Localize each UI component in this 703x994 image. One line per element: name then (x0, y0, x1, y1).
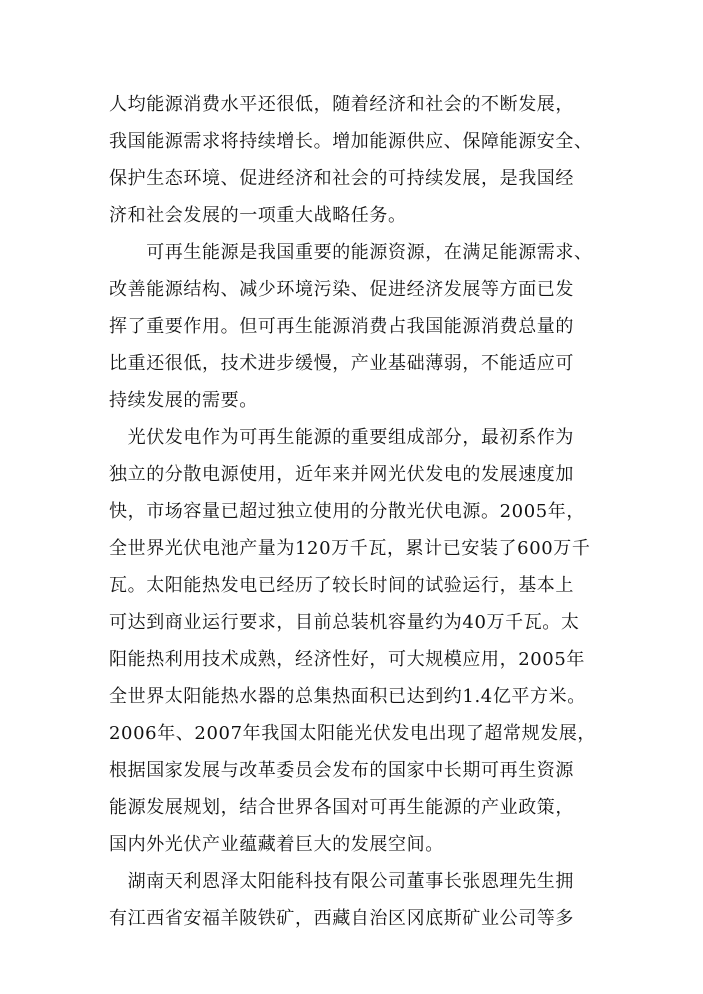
text-line: 挥了重要作用。但可再生能源消费占我国能源消费总量的 (109, 316, 574, 337)
text-line: 改善能源结构、减少环境污染、促进经济发展等方面已发 (109, 279, 574, 300)
text-line: 有江西省安福羊陂铁矿，西藏自治区冈底斯矿业公司等多 (109, 908, 574, 929)
text-line: 国内外光伏产业蕴藏着巨大的发展空间。 (109, 834, 444, 855)
text-line: 光伏发电作为可再生能源的重要组成部分，最初系作为 (109, 427, 574, 448)
text-line: 瓦。太阳能热发电已经历了较长时间的试验运行，基本上 (109, 575, 574, 596)
text-line: 独立的分散电源使用，近年来并网光伏发电的发展速度加 (109, 464, 574, 485)
text-line: 阳能热利用技术成熟，经济性好，可大规模应用，2005年 (109, 649, 586, 670)
text-line: 保护生态环境、促进经济和社会的可持续发展，是我国经 (109, 168, 574, 189)
text-line: 可再生能源是我国重要的能源资源，在满足能源需求、 (109, 242, 593, 263)
text-line: 根据国家发展与改革委员会发布的国家中长期可再生资源 (109, 760, 574, 781)
text-line: 能源发展规划，结合世界各国对可再生能源的产业政策， (109, 797, 574, 818)
text-line: 可达到商业运行要求，目前总装机容量约为40万千瓦。太 (109, 612, 580, 633)
text-line: 持续发展的需要。 (109, 390, 258, 411)
text-line: 人均能源消费水平还很低，随着经济和社会的不断发展， (109, 94, 574, 115)
text-line: 我国能源需求将持续增长。增加能源供应、保障能源安全、 (109, 131, 593, 152)
text-line: 比重还很低，技术进步缓慢，产业基础薄弱，不能适应可 (109, 353, 574, 374)
text-line: 全世界光伏电池产量为120万千瓦，累计已安装了600万千 (109, 538, 591, 559)
text-line: 湖南天利恩泽太阳能科技有限公司董事长张恩理先生拥 (109, 871, 574, 892)
text-line: 2006年、2007年我国太阳能光伏发电出现了超常规发展， (109, 723, 597, 744)
text-line: 全世界太阳能热水器的总集热面积已达到约1.4亿平方米。 (109, 686, 586, 707)
text-line: 快，市场容量已超过独立使用的分散光伏电源。2005年， (109, 501, 586, 522)
text-line: 济和社会发展的一项重大战略任务。 (109, 205, 407, 226)
